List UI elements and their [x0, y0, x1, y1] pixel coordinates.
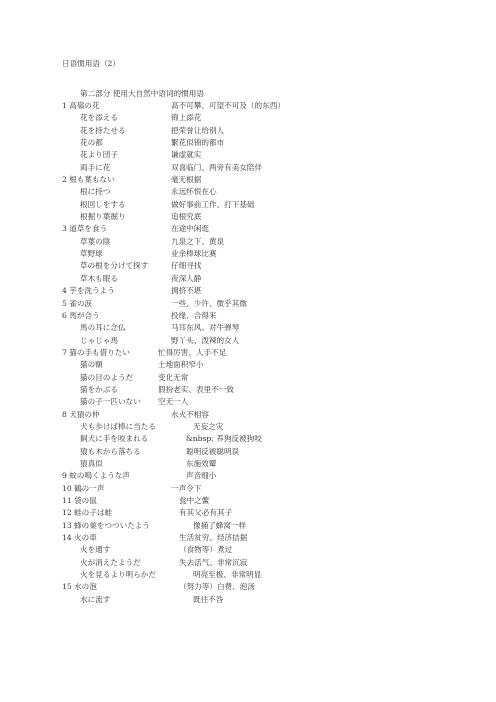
idiom-chinese-meaning: 一些、少许、微乎其微 — [171, 298, 247, 308]
idiom-japanese: 8 犬猿の仲 — [62, 409, 100, 419]
idiom-row — [0, 384, 496, 396]
idiom-japanese: 猫をかぶる — [80, 384, 118, 394]
idiom-chinese-meaning: 失去活气、非常沉寂 — [179, 557, 248, 567]
idiom-japanese: 草の根を分けて探す — [80, 261, 149, 271]
idiom-row — [0, 359, 496, 371]
idiom-chinese-meaning: 锦上添花 — [171, 113, 202, 123]
idiom-row — [0, 581, 496, 593]
idiom-japanese: 草木も眠る — [80, 273, 118, 283]
idiom-chinese-meaning: 夜深人静 — [171, 273, 202, 283]
idiom-japanese: 馬の耳に念仏 — [80, 323, 126, 333]
idiom-chinese-meaning: 空无一人 — [158, 397, 189, 407]
idiom-row — [0, 186, 496, 198]
idiom-japanese: 草葉の陰 — [80, 236, 111, 246]
idiom-row — [0, 236, 496, 248]
idiom-chinese-meaning: （食物等）煮过 — [179, 545, 233, 555]
idiom-row — [0, 433, 496, 445]
idiom-chinese-meaning: 业余棒球比赛 — [171, 249, 217, 259]
idiom-chinese-meaning: 拥挤不堪 — [171, 286, 202, 296]
idiom-chinese-meaning: 一声令下 — [171, 483, 202, 493]
idiom-row — [0, 458, 496, 470]
idiom-row — [0, 569, 496, 581]
idiom-japanese: 猫の子一匹いない — [80, 397, 141, 407]
section-heading: 第二部分 使用大自然中语词的惯用语 — [80, 89, 204, 98]
idiom-row — [0, 544, 496, 556]
idiom-japanese: 花の都 — [80, 138, 103, 148]
idiom-chinese-meaning: 投缘、合得来 — [171, 310, 217, 320]
idiom-chinese-meaning: 无妄之灾 — [193, 421, 224, 431]
idiom-row — [0, 112, 496, 124]
idiom-chinese-meaning: （努力等）白费、泡汤 — [179, 582, 255, 592]
idiom-chinese-meaning: 永远怀恨在心 — [171, 187, 217, 197]
idiom-chinese-meaning: 变化无常 — [158, 372, 189, 382]
idiom-japanese: 火を見るより明らかだ — [80, 570, 156, 580]
idiom-japanese: 猫の額 — [80, 360, 103, 370]
idiom-chinese-meaning: 假扮老实、表里不一致 — [158, 384, 234, 394]
idiom-row — [0, 495, 496, 507]
idiom-chinese-meaning: 追根究底 — [171, 212, 202, 222]
idiom-row — [0, 322, 496, 334]
idiom-chinese-meaning: &nbsp; 养狗反被狗咬 — [186, 434, 262, 444]
idiom-chinese-meaning: 瓮中之鳖 — [179, 496, 210, 505]
idiom-chinese-meaning: 像捅了蜂窝一样 — [193, 520, 247, 530]
idiom-chinese-meaning: 生活贫穷、经济拮据 — [179, 533, 248, 543]
idiom-chinese-meaning: 既往不咎 — [193, 594, 224, 604]
idiom-chinese-meaning: 忙得厉害、人手不足 — [158, 347, 227, 357]
idiom-chinese-meaning: 东施效颦 — [186, 458, 217, 468]
idiom-row — [0, 409, 496, 421]
idiom-chinese-meaning: 高不可攀、可望不可及（的东西） — [171, 101, 285, 110]
idiom-row — [0, 396, 496, 408]
idiom-row — [0, 335, 496, 347]
idiom-japanese: 12 蛙の子は蛙 — [62, 508, 113, 518]
idiom-row — [0, 594, 496, 606]
idiom-row — [0, 199, 496, 211]
idiom-chinese-meaning: 把荣誉让给别人 — [171, 125, 225, 135]
idiom-japanese: 水に流す — [80, 594, 111, 604]
idiom-row — [0, 273, 496, 285]
idiom-chinese-meaning: 声音细小 — [186, 471, 217, 481]
idiom-japanese: 飼犬に手を咬まれる — [80, 434, 149, 444]
idiom-chinese-meaning: 九泉之下、黄泉 — [171, 236, 225, 246]
idiom-japanese: 花を添える — [80, 113, 118, 123]
idiom-chinese-meaning: 土地面积窄小 — [158, 360, 204, 370]
idiom-japanese: 花より団子 — [80, 150, 118, 160]
idiom-japanese: 猿真似 — [80, 458, 103, 468]
idiom-japanese: 15 水の泡 — [62, 582, 97, 592]
idiom-row — [0, 149, 496, 161]
idiom-japanese: 火を通す — [80, 545, 111, 555]
idiom-chinese-meaning: 聪明反被聪明误 — [186, 446, 240, 456]
idiom-row — [0, 532, 496, 544]
idiom-row — [0, 125, 496, 137]
idiom-japanese: 13 蜂の巣をつついたよう — [62, 520, 151, 530]
idiom-japanese: 10 鶴の一声 — [62, 483, 105, 493]
idiom-row — [0, 174, 496, 186]
idiom-row — [0, 372, 496, 384]
idiom-list — [0, 100, 496, 606]
idiom-row — [0, 100, 496, 112]
idiom-japanese: 9 蚊の鳴くような声 — [62, 471, 130, 481]
idiom-row — [0, 557, 496, 569]
idiom-japanese: 14 火の車 — [62, 533, 97, 543]
idiom-row — [0, 520, 496, 532]
idiom-row — [0, 310, 496, 322]
idiom-japanese: 根に持つ — [80, 187, 111, 197]
idiom-japanese: 根回しをする — [80, 199, 126, 209]
idiom-chinese-meaning: 做好事前工作、打下基础 — [171, 199, 255, 209]
idiom-row — [0, 421, 496, 433]
idiom-chinese-meaning: 水火不相容 — [171, 409, 209, 419]
idiom-row — [0, 285, 496, 297]
idiom-chinese-meaning: 仔细寻找 — [171, 261, 202, 271]
idiom-chinese-meaning: 野丫头、泼辣的女人 — [171, 335, 240, 345]
idiom-chinese-meaning: 在途中闲逛 — [171, 224, 209, 234]
idiom-row — [0, 507, 496, 519]
idiom-row — [0, 137, 496, 149]
idiom-japanese: 猫の目のようだ — [80, 372, 134, 382]
idiom-row — [0, 347, 496, 359]
document-title: 日语惯用语（2） — [62, 59, 120, 68]
idiom-japanese: 犬も歩けば棒に当たる — [80, 421, 156, 431]
idiom-row — [0, 260, 496, 272]
idiom-japanese: 5 雀の涙 — [62, 298, 93, 308]
idiom-chinese-meaning: 毫无根据 — [171, 175, 202, 185]
idiom-row — [0, 483, 496, 495]
idiom-row — [0, 298, 496, 310]
idiom-japanese: 猿も木から落ちる — [80, 446, 141, 456]
idiom-japanese: 両手に花 — [80, 162, 111, 172]
idiom-japanese: 11 袋の鼠 — [62, 496, 97, 505]
idiom-japanese: 火が消えたようだ — [80, 557, 141, 567]
idiom-chinese-meaning: 双喜临门、两旁有美女陪伴 — [171, 162, 263, 172]
idiom-chinese-meaning: 繁花似锦的都市 — [171, 138, 225, 148]
idiom-japanese: 草野球 — [80, 249, 103, 259]
idiom-japanese: 根掘り葉掘り — [80, 212, 126, 222]
idiom-row — [0, 162, 496, 174]
idiom-japanese: 花を持たせる — [80, 125, 126, 135]
idiom-chinese-meaning: 明亮至极、非常明显 — [193, 570, 262, 580]
idiom-chinese-meaning: 马耳东风、对牛弹琴 — [171, 323, 240, 333]
idiom-japanese: じゃじゃ馬 — [80, 335, 118, 345]
idiom-row — [0, 248, 496, 260]
idiom-japanese: 7 猫の手も借りたい — [62, 347, 130, 357]
idiom-row — [0, 211, 496, 223]
idiom-japanese: 2 根も葉もない — [62, 175, 115, 185]
idiom-japanese: 1 高嶺の花 — [62, 101, 100, 110]
idiom-japanese: 4 芋を洗うよう — [62, 286, 115, 296]
idiom-japanese: 6 馬が合う — [62, 310, 100, 320]
idiom-row — [0, 223, 496, 235]
idiom-chinese-meaning: 有其父必有其子 — [179, 508, 233, 518]
idiom-row — [0, 446, 496, 458]
idiom-japanese: 3 道草を食う — [62, 224, 108, 234]
idiom-chinese-meaning: 谦虚就实 — [171, 150, 202, 160]
idiom-row — [0, 470, 496, 482]
